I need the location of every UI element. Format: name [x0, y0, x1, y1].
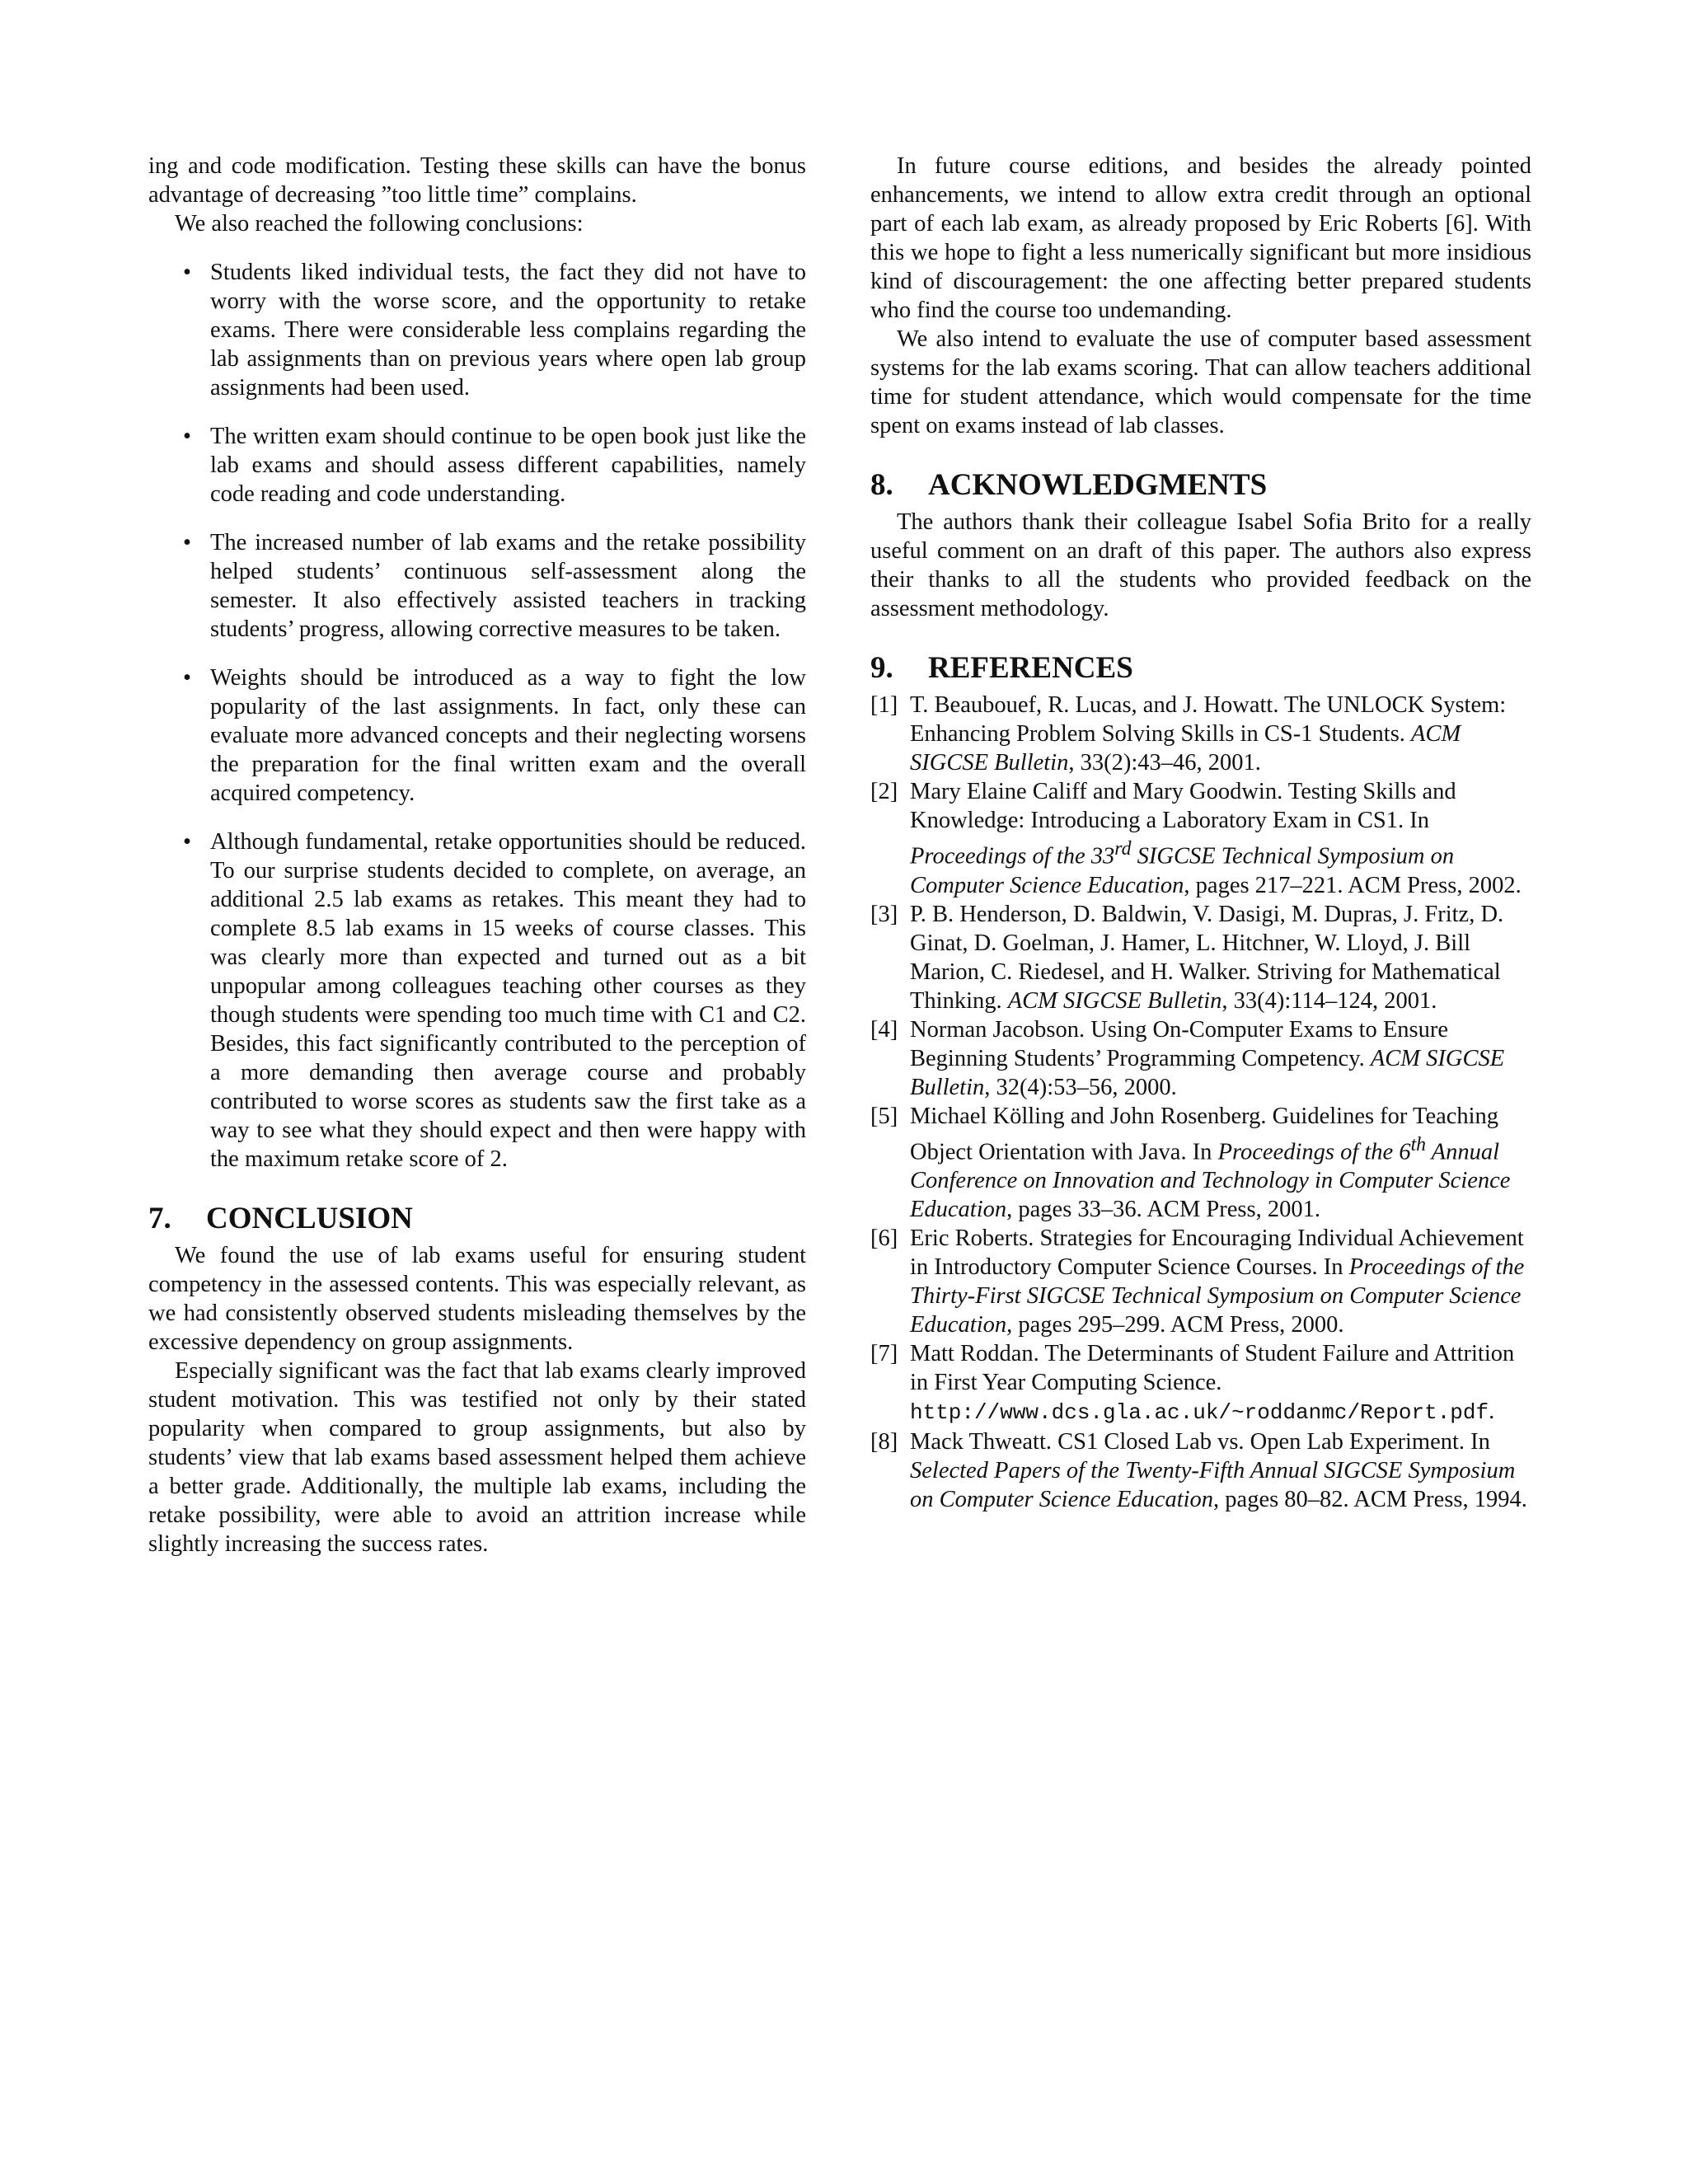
- future-work-paragraph: In future course editions, and besides the already pointed enhancements, we intend to allow extra credit through an optional part of each lab exam, as already proposed by Eric Roberts [6]. With this we hope to fight a less numerically significant but more insidious kind of discouragement: the one affecting better prepared students who find the course too undemanding.: [870, 153, 1531, 323]
- conclusions-list: [148, 258, 806, 1174]
- reference-label: [2]: [870, 779, 898, 804]
- section-number: 9.: [870, 651, 893, 685]
- section-title: CONCLUSION: [206, 1202, 413, 1235]
- section-title: ACKNOWLEDGMENTS: [928, 468, 1268, 502]
- list-item: • The increased number of lab exams and the retake possibility helped students’ continuous self-assessment along the semester. It also effectively assisted teachers in tracking students’ progress, allowing corrective measures to be taken.: [148, 528, 806, 644]
- reference-label: [3]: [870, 901, 898, 927]
- section-title: REFERENCES: [928, 651, 1133, 685]
- left-column: [148, 152, 806, 1558]
- conclusion-paragraph: We found the use of lab exams useful for ensuring student competency in the assessed contents. This was especially relevant, as we had consistently observed students misleading themselves by the excessive dependency on group assignments.: [148, 1243, 806, 1355]
- intro-paragraph: ing and code modification. Testing these skills can have the bonus advantage of decreasing ”too little time” complains.: [148, 153, 806, 208]
- reference-item: [2] Mary Elaine Califf and Mary Goodwin. Testing Skills and Knowledge: Introducing a Laboratory Exam in CS1. In Proceedings of the 33rd SIGCSE Technical Symposium on Computer Science Education, pages 217–221. ACM Press, 2002.: [870, 779, 1522, 898]
- acknowledgments-paragraph: The authors thank their colleague Isabel Sofia Brito for a really useful comment on an draft of this paper. The authors also express their thanks to all the students who provided feedback on the assessment methodology.: [870, 509, 1531, 621]
- section-number: 8.: [870, 468, 893, 502]
- reference-item: [4] Norman Jacobson. Using On-Computer Exams to Ensure Beginning Students’ Programming Competency. ACM SIGCSE Bulletin, 32(4):53–56, 2000.: [870, 1016, 1505, 1100]
- section-number: 7.: [148, 1202, 171, 1235]
- reference-item: [5] Michael Kölling and John Rosenberg. Guidelines for Teaching Object Orientation with Java. In Proceedings of the 6th Annual Conference on Innovation and Technology in Computer Science Education, pages 33–36. ACM Press, 2001.: [870, 1103, 1511, 1222]
- reference-label: [1]: [870, 692, 898, 718]
- reference-label: [5]: [870, 1103, 898, 1129]
- list-item: • Weights should be introduced as a way to fight the low popularity of the last assignments. In fact, only these can evaluate more advanced concepts and their neglecting worsens the preparation for the final written exam and the overall acquired competency.: [148, 663, 806, 808]
- reference-list: [870, 691, 1531, 1514]
- right-column: [870, 152, 1531, 1514]
- list-item: • The written exam should continue to be open book just like the lab exams and should assess different capabilities, namely code reading and code understanding.: [148, 422, 806, 509]
- conclusion-paragraph: Especially significant was the fact that lab exams clearly improved student motivation. This was testified not only by their stated popularity when compared to group assignments, but also by students’ view that lab exams based assessment helped them achieve a better grade. Additionally, the multiple lab exams, including the retake possibility, were able to avoid an attrition increase while slightly increasing the success rates.: [148, 1358, 806, 1557]
- reference-item: [6] Eric Roberts. Strategies for Encouraging Individual Achievement in Introductory Computer Science Courses. In Proceedings of the Thirty-First SIGCSE Technical Symposium on Computer Science Education, pages 295–299. ACM Press, 2000.: [870, 1226, 1525, 1338]
- list-item: • Although fundamental, retake opportunities should be reduced. To our surprise students decided to complete, on average, an additional 2.5 lab exams as retakes. This meant they had to complete 8.5 lab exams in 15 weeks of course classes. This was clearly more than expected and turned out as a bit unpopular among colleagues teaching other courses as they though students were spending too much time with C1 and C2. Besides, this fact significantly contributed to the perception of a more demanding then average course and probably contributed to worse scores as students saw the first take as a way to see what they should expect and then were happy with the maximum retake score of 2.: [148, 827, 806, 1174]
- section-heading-references: [870, 651, 1531, 686]
- future-work-paragraph: We also intend to evaluate the use of computer based assessment systems for the lab exams scoring. That can allow teachers additional time for student attendance, which would compensate for the time spent on exams instead of lab classes.: [870, 326, 1531, 438]
- reference-item: [3] P. B. Henderson, D. Baldwin, V. Dasigi, M. Dupras, J. Fritz, D. Ginat, D. Goelman, J. Hamer, L. Hitchner, W. Lloyd, J. Bill Marion, C. Riedesel, and H. Walker. Striving for Mathematical Thinking. ACM SIGCSE Bulletin, 33(4):114–124, 2001.: [870, 901, 1504, 1014]
- reference-item: [1] T. Beaubouef, R. Lucas, and J. Howatt. The UNLOCK System: Enhancing Problem Solving Skills in CS-1 Students. ACM SIGCSE Bulletin, 33(2):43–46, 2001.: [870, 692, 1507, 776]
- section-heading-acknowledgments: [870, 468, 1531, 503]
- reference-label: [4]: [870, 1016, 898, 1043]
- reference-label: [7]: [870, 1341, 898, 1366]
- reference-url: http://www.dcs.gla.ac.uk/~roddanmc/Report.pdf: [910, 1400, 1489, 1425]
- reference-item: [8] Mack Thweatt. CS1 Closed Lab vs. Open Lab Experiment. In Selected Papers of the Twenty-Fifth Annual SIGCSE Symposium on Computer Science Education, pages 80–82. ACM Press, 1994.: [870, 1429, 1527, 1512]
- reference-item: [7] Matt Roddan. The Determinants of Student Failure and Attrition in First Year Computing Science. http://www.dcs.gla.ac.uk/~roddanmc/Report.pdf.: [870, 1341, 1515, 1425]
- reference-label: [8]: [870, 1429, 898, 1455]
- list-item: • Students liked individual tests, the fact they did not have to worry with the worse score, and the opportunity to retake exams. There were considerable less complains regarding the lab assignments than on previous years where open lab group assignments had been used.: [148, 258, 806, 402]
- conclusions-lead: We also reached the following conclusions:: [175, 211, 584, 237]
- reference-label: [6]: [870, 1226, 898, 1251]
- section-heading-conclusion: [148, 1202, 806, 1236]
